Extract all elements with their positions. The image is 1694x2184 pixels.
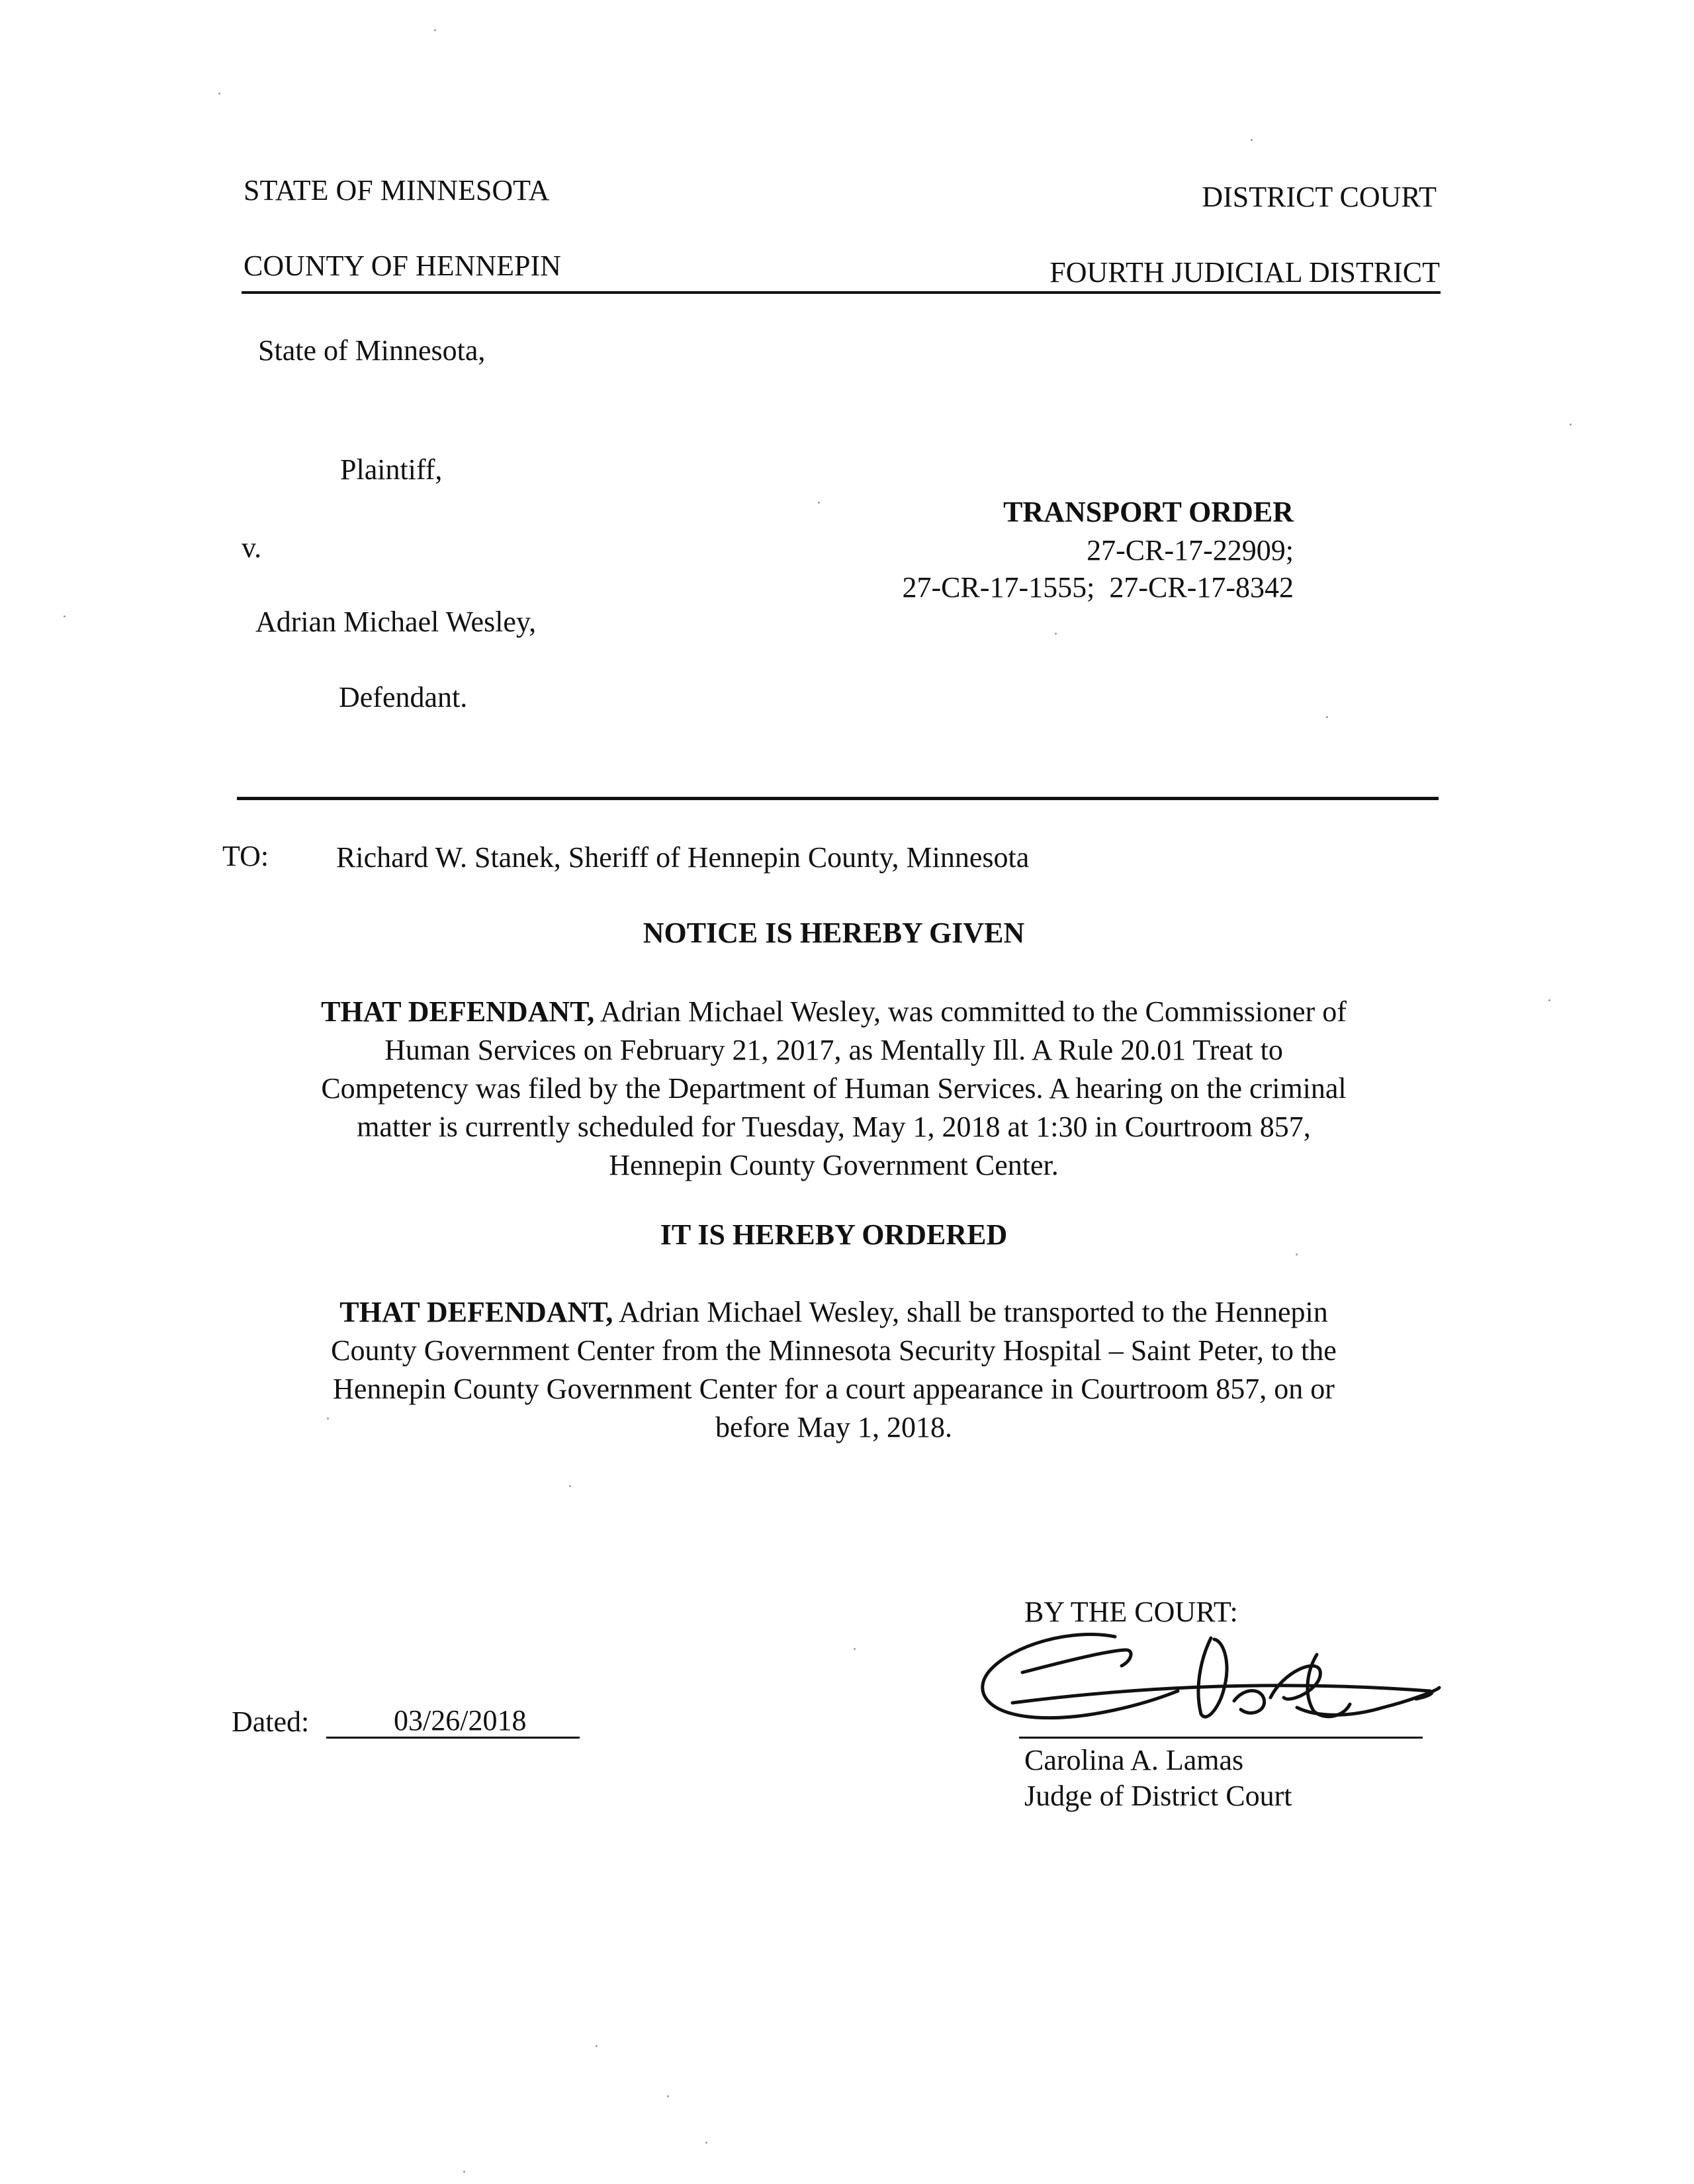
by-the-court: BY THE COURT: [1024, 1596, 1238, 1628]
caption-county: COUNTY OF HENNEPIN [244, 250, 561, 282]
scan-speck [434, 29, 436, 31]
scan-speck [667, 2095, 669, 2097]
caption-state: STATE OF MINNESOTA [244, 174, 550, 206]
scan-speck [1326, 716, 1328, 718]
section-rule [237, 797, 1439, 800]
case-number-line-2: 27-CR-17-1555; 27-CR-17-8342 [902, 571, 1294, 604]
plaintiff-name: State of Minnesota, [258, 334, 486, 367]
ordered-line-2: County Government Center from the Minnesota Security Hospital – Saint Peter, to the [331, 1334, 1337, 1367]
notice-paragraph [199, 993, 1469, 1185]
dated-label: Dated: [232, 1706, 310, 1738]
notice-lead: THAT DEFENDANT, [321, 995, 595, 1028]
ordered-line-1: Adrian Michael Wesley, shall be transported to the Hennepin [613, 1296, 1328, 1328]
scan-speck [1296, 1253, 1298, 1255]
scan-speck [1570, 424, 1572, 426]
scan-speck [596, 2045, 598, 2047]
scan-speck [64, 615, 66, 617]
notice-line-1: Adrian Michael Wesley, was committed to the Commissioner of [594, 995, 1347, 1028]
notice-heading: NOTICE IS HEREBY GIVEN [643, 917, 1025, 949]
ordered-line-3: Hennepin County Government Center for a court appearance in Courtroom 857, on or [333, 1373, 1335, 1405]
scan-speck [1251, 139, 1253, 141]
dated-value: 03/26/2018 [326, 1706, 580, 1739]
scan-speck [854, 1648, 856, 1650]
judge-title: Judge of District Court [1024, 1780, 1292, 1812]
signature-line [1019, 1737, 1423, 1739]
ordered-paragraph [199, 1293, 1469, 1447]
addressee-text: Richard W. Stanek, Sheriff of Hennepin County, Minnesota [336, 841, 1030, 874]
notice-line-4: matter is currently scheduled for Tuesday, May 1, 2018 at 1:30 in Courtroom 857, [357, 1111, 1311, 1143]
defendant-role: Defendant. [339, 681, 468, 713]
judge-name: Carolina A. Lamas [1024, 1744, 1244, 1776]
scan-speck [218, 93, 220, 95]
scan-speck [569, 1485, 571, 1487]
addressee-label: TO: [222, 840, 269, 872]
notice-line-3: Competency was filed by the Department of Human Services. A hearing on the criminal [321, 1072, 1347, 1105]
ordered-heading: IT IS HEREBY ORDERED [660, 1218, 1008, 1251]
scan-speck [463, 2171, 465, 2173]
versus-label: v. [242, 531, 262, 564]
caption-court: DISTRICT COURT [1202, 181, 1437, 213]
scan-speck [327, 1418, 329, 1420]
scan-speck [1055, 633, 1057, 635]
case-number-line-1: 27-CR-17-22909; [1087, 534, 1294, 567]
order-title: TRANSPORT ORDER [1003, 496, 1294, 528]
ordered-lead: THAT DEFENDANT, [339, 1296, 613, 1328]
plaintiff-role: Plaintiff, [340, 453, 443, 486]
notice-line-5: Hennepin County Government Center. [609, 1149, 1059, 1181]
dated-field [326, 1706, 580, 1739]
scan-speck [1548, 999, 1550, 1001]
caption-district: FOURTH JUDICIAL DISTRICT [1049, 256, 1440, 289]
scan-speck [818, 502, 820, 504]
caption-rule [242, 291, 1441, 294]
notice-line-2: Human Services on February 21, 2017, as Mentally Ill. A Rule 20.01 Treat to [384, 1034, 1283, 1066]
defendant-name: Adrian Michael Wesley, [255, 606, 537, 638]
ordered-line-4: before May 1, 2018. [715, 1411, 952, 1443]
scan-speck [705, 2142, 707, 2144]
judge-signature [973, 1625, 1449, 1751]
